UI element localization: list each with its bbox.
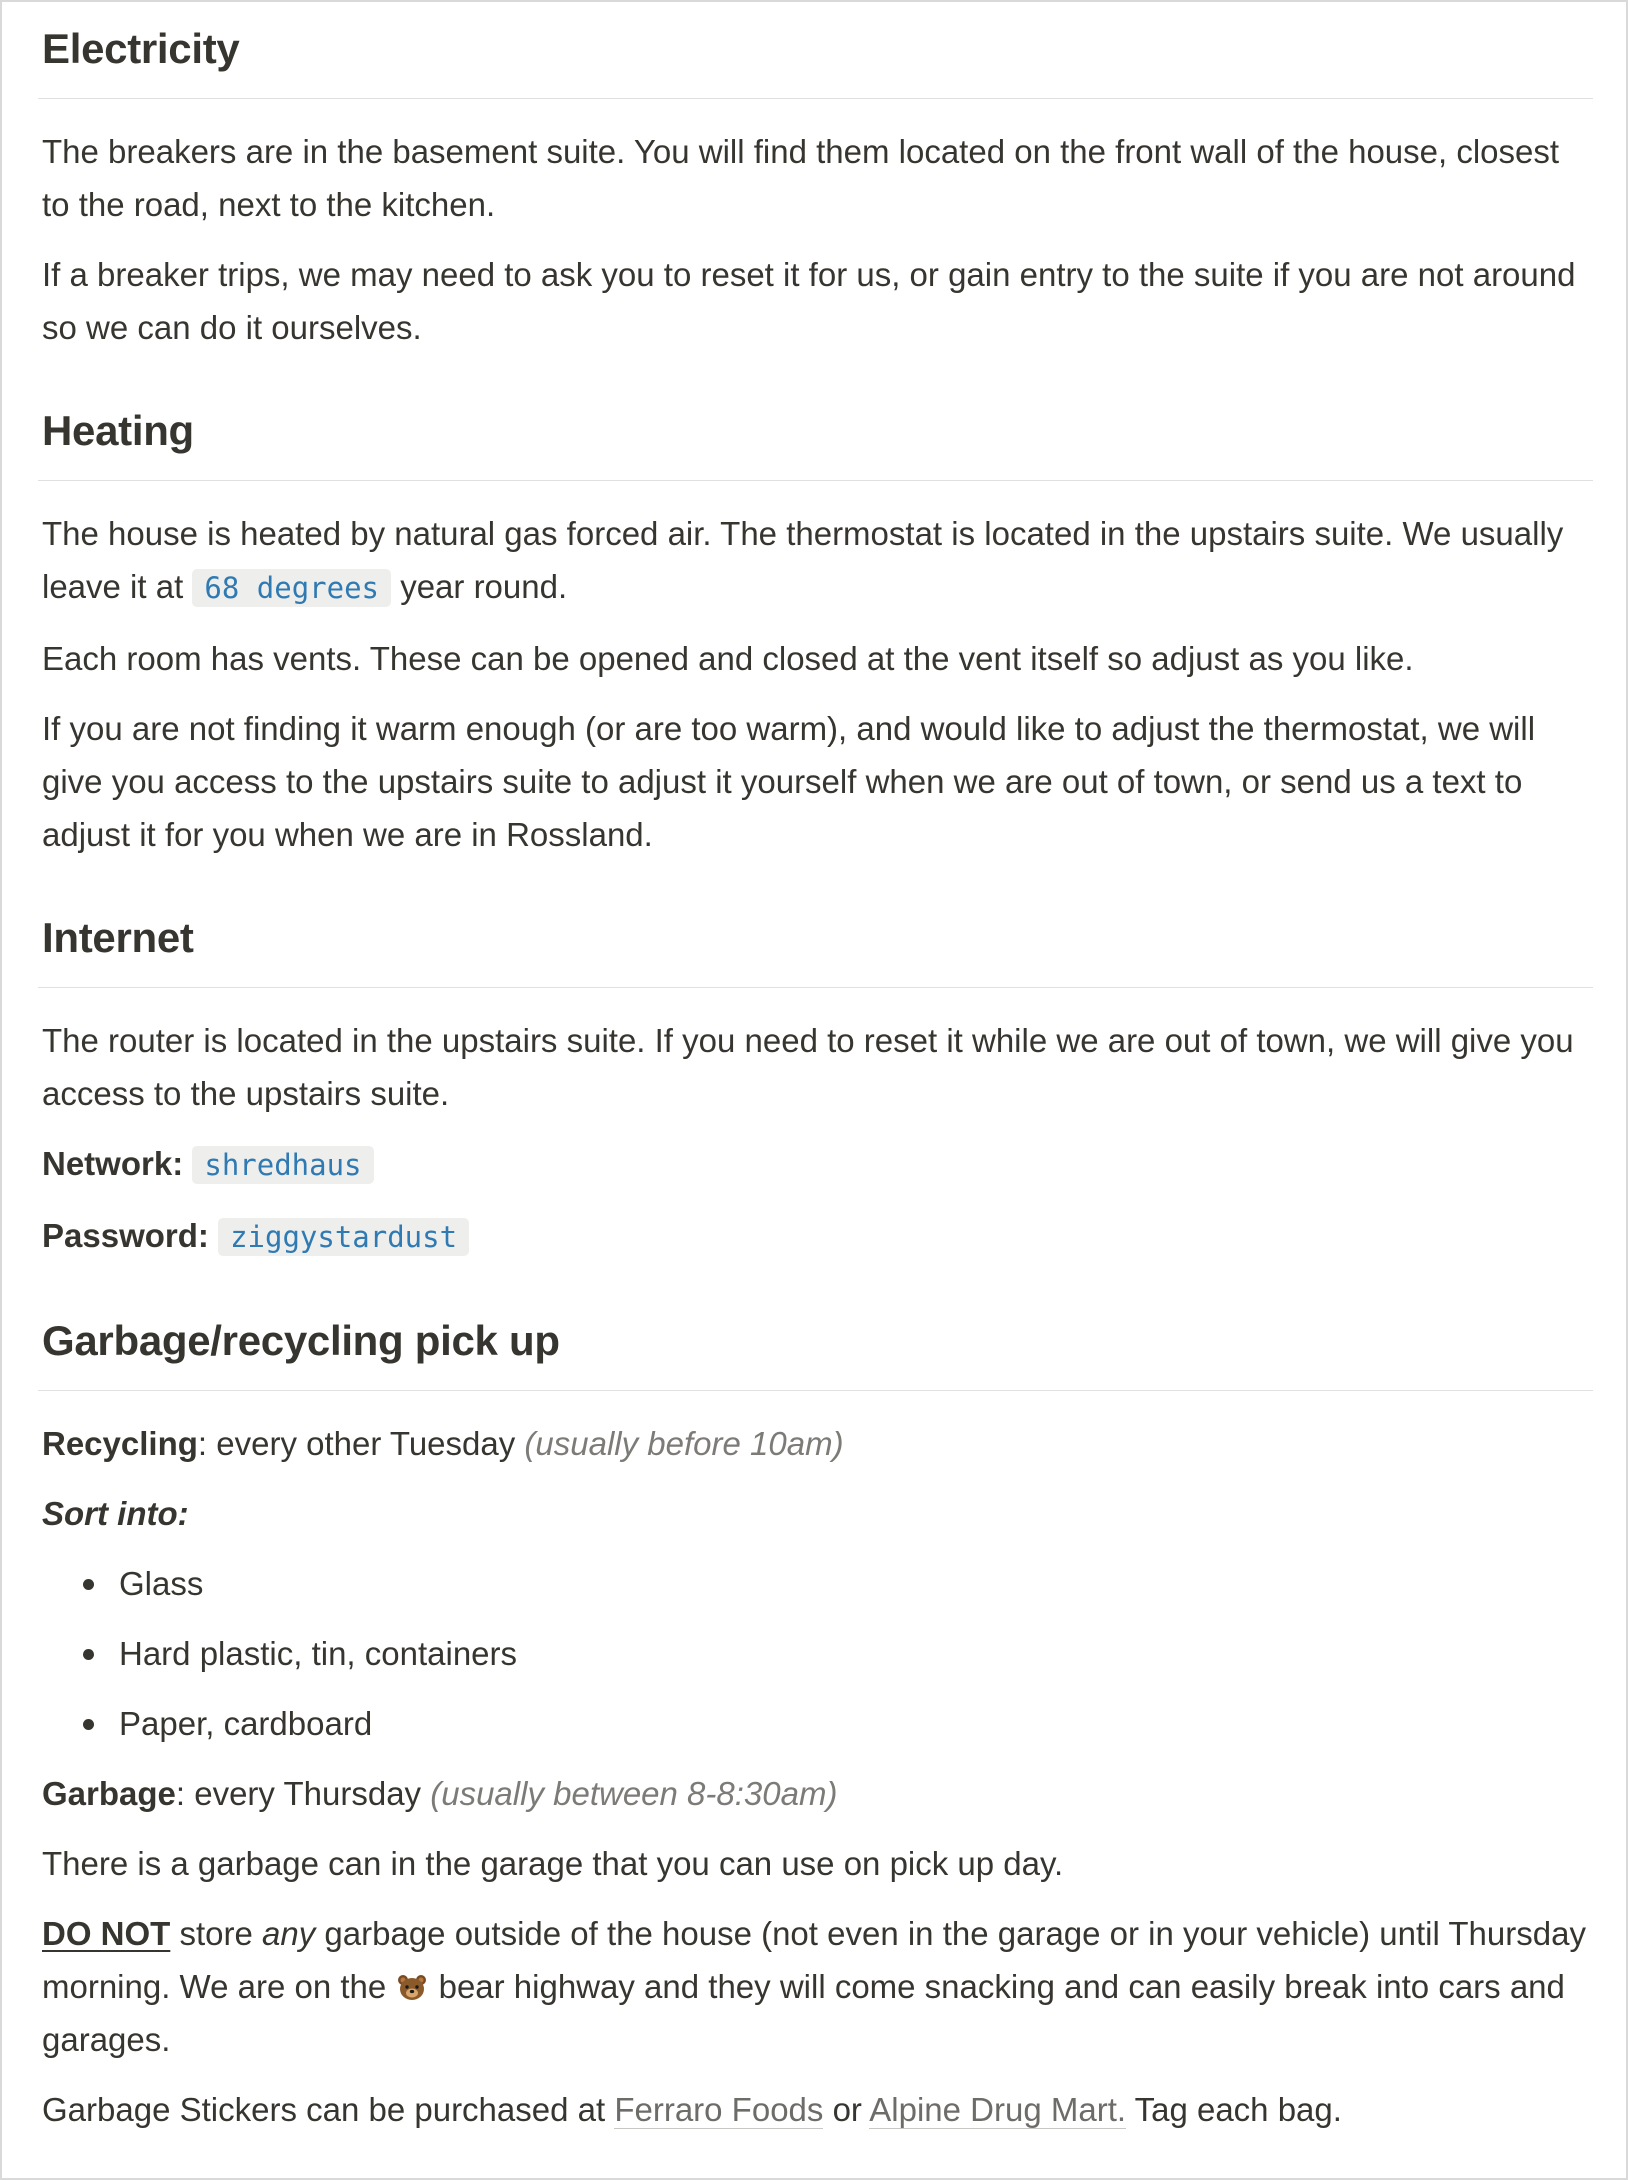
warning-text-2: garbage outside of the house (not even in the garage or in your vehicle) until Thursday morning. We are on the (42, 1915, 1586, 2005)
internet-paragraph-1: The router is located in the upstairs suite. If you need to reset it while we are out of town, we will give you access to the upstairs suite. (42, 1022, 1574, 1112)
stickers-or: or (823, 2091, 870, 2128)
network-line (42, 1137, 1593, 1192)
heating-paragraph-3: If you are not finding it warm enough (or are too warm), and would like to adjust the thermostat, we will give you access to the upstairs suite to adjust it yourself when we are out of town, or send us a text to adjust it for you when we are in Rossland. (42, 710, 1536, 853)
section-internet (42, 891, 1593, 1264)
garbage-schedule: : every Thursday (175, 1775, 431, 1812)
list-item: Glass (119, 1557, 1593, 1610)
password-line (42, 1209, 1593, 1264)
recycling-line (42, 1417, 1593, 1470)
garbage-note: (usually between 8-8:30am) (430, 1775, 838, 1812)
ferraro-foods-link[interactable]: Ferraro Foods (614, 2091, 824, 2128)
bear-face-icon (397, 1973, 427, 2001)
heating-paragraph-1 (42, 507, 1593, 615)
section-garbage (42, 1294, 1593, 2136)
network-label: Network: (42, 1145, 184, 1182)
bear-warning-paragraph (42, 1907, 1593, 2066)
network-name-code: shredhaus (192, 1146, 373, 1184)
heating-p1-text: The house is heated by natural gas forced air. The thermostat is located in the upstairs suite. We usually leave it at (42, 515, 1564, 605)
recycling-note: (usually before 10am) (524, 1425, 844, 1462)
heating-paragraph-2: Each room has vents. These can be opened and closed at the vent itself so adjust as you like. (42, 640, 1414, 677)
document-page (2, 2, 1626, 2178)
list-item: Hard plastic, tin, containers (119, 1627, 1593, 1680)
electricity-paragraph-2: If a breaker trips, we may need to ask you to reset it for us, or gain entry to the suite if you are not around so we can do it ourselves. (42, 256, 1576, 346)
do-not-label: DO NOT (42, 1915, 171, 1952)
any-emphasis: any (262, 1915, 316, 1952)
stickers-text-1: Garbage Stickers can be purchased at (42, 2091, 615, 2128)
section-heating (42, 384, 1593, 861)
garbage-can-paragraph: There is a garbage can in the garage that you can use on pick up day. (42, 1845, 1064, 1882)
section-electricity (42, 2, 1593, 354)
alpine-drug-mart-link[interactable]: Alpine Drug Mart. (869, 2091, 1127, 2128)
electricity-paragraph-1: The breakers are in the basement suite. You will find them located on the front wall of the house, closest to the road, next to the kitchen. (42, 133, 1560, 223)
stickers-text-2: Tag each bag. (1126, 2091, 1342, 2128)
garbage-line (42, 1767, 1593, 1820)
garbage-label: Garbage (42, 1775, 176, 1812)
sort-list (42, 1557, 1593, 1750)
list-item: Paper, cardboard (119, 1697, 1593, 1750)
heading-garbage: Garbage/recycling pick up (38, 1294, 1593, 1391)
password-label: Password: (42, 1217, 209, 1254)
thermostat-setting-code: 68 degrees (192, 569, 391, 607)
recycling-label: Recycling (42, 1425, 198, 1462)
warning-text-3: bear highway and they will come snacking and can easily break into cars and garages. (42, 1968, 1565, 2058)
heating-p1-after: year round. (400, 568, 568, 605)
stickers-paragraph (42, 2083, 1593, 2136)
wifi-password-code: ziggystardust (218, 1218, 469, 1256)
heading-electricity: Electricity (38, 2, 1593, 99)
recycling-schedule: : every other Tuesday (197, 1425, 525, 1462)
heading-internet: Internet (38, 891, 1593, 988)
warning-text-1: store (170, 1915, 263, 1952)
heading-heating: Heating (38, 384, 1593, 481)
sort-into-label: Sort into: (42, 1495, 189, 1532)
